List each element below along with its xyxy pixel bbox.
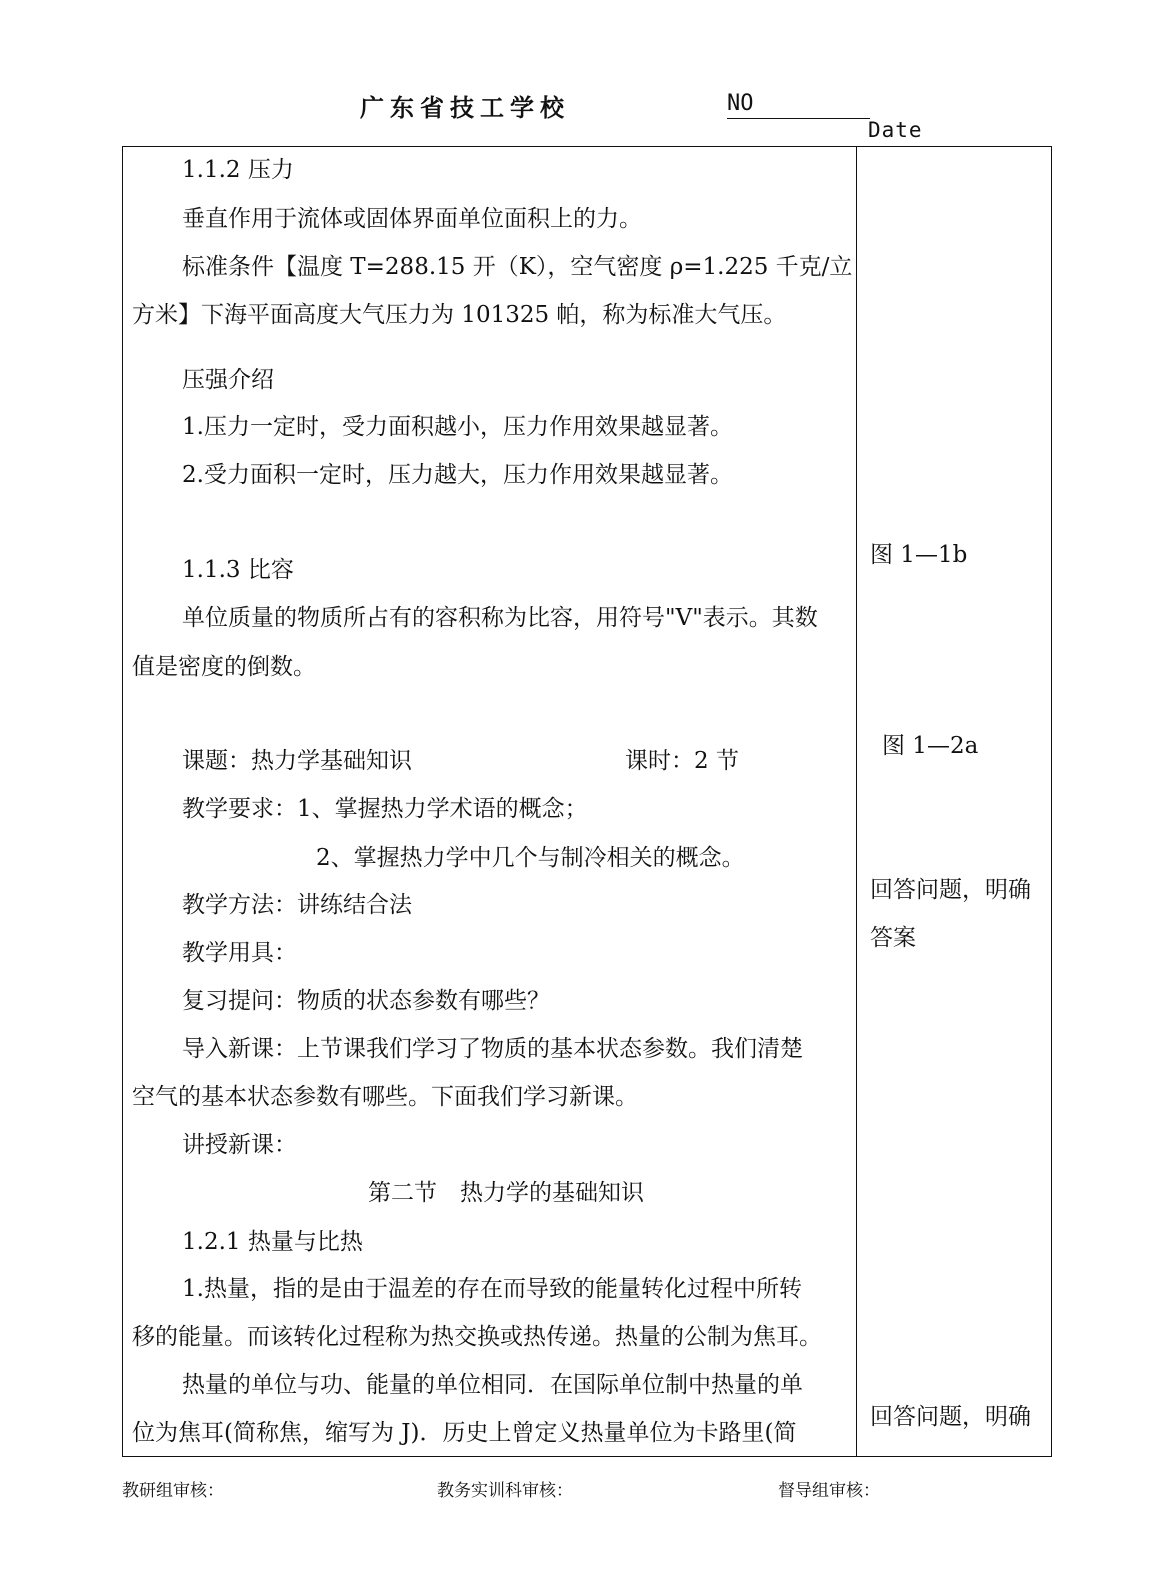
text-line: 2.受力面积一定时，压力越大，压力作用效果越显著。 bbox=[182, 462, 733, 488]
figure-ref-2a: 图 1—2a bbox=[882, 733, 979, 759]
section-heading-specific-volume: 1.1.3 比容 bbox=[182, 557, 294, 583]
text-line: 垂直作用于流体或固体界面单位面积上的力。 bbox=[182, 206, 642, 232]
section-title: 第二节 热力学的基础知识 bbox=[368, 1180, 644, 1206]
text-line: 方米】下海平面高度大气压力为 101325 帕，称为标准大气压。 bbox=[132, 302, 787, 328]
text-line: 1.压力一定时，受力面积越小，压力作用效果越显著。 bbox=[182, 414, 733, 440]
column-divider bbox=[856, 146, 857, 1457]
side-note: 回答问题，明确 bbox=[870, 877, 1031, 903]
lesson-hours: 课时：2 节 bbox=[625, 748, 739, 774]
text-line: 讲授新课： bbox=[182, 1132, 297, 1158]
text-line: 标准条件【温度 T=288.15 开（K），空气密度 ρ=1.225 千克/立 bbox=[182, 254, 853, 280]
text-line: 值是密度的倒数。 bbox=[132, 654, 316, 680]
text-line: 位为焦耳(简称焦，缩写为 J)．历史上曾定义热量单位为卡路里(简 bbox=[132, 1420, 797, 1446]
teaching-requirement-2: 2、掌握热力学中几个与制冷相关的概念。 bbox=[316, 845, 745, 871]
date-label: Date bbox=[868, 118, 923, 142]
footer-academic-review: 教务实训科审核： bbox=[437, 1481, 573, 1501]
section-heading-pressure: 1.1.2 压力 bbox=[182, 157, 294, 183]
text-line: 1.热量，指的是由于温差的存在而导致的能量转化过程中所转 bbox=[182, 1276, 802, 1302]
text-line: 空气的基本状态参数有哪些。下面我们学习新课。 bbox=[132, 1084, 638, 1110]
lesson-topic: 课题：热力学基础知识 bbox=[182, 748, 412, 774]
side-note: 答案 bbox=[870, 925, 916, 951]
teaching-requirement: 教学要求：1、掌握热力学术语的概念； bbox=[182, 796, 588, 822]
subheading-pressure-intro: 压强介绍 bbox=[182, 367, 274, 393]
teaching-tools: 教学用具： bbox=[182, 940, 297, 966]
text-line: 导入新课：上节课我们学习了物质的基本状态参数。我们清楚 bbox=[182, 1036, 803, 1062]
teaching-method: 教学方法：讲练结合法 bbox=[182, 892, 412, 918]
text-line: 移的能量。而该转化过程称为热交换或热传递。热量的公制为焦耳。 bbox=[132, 1324, 822, 1350]
section-heading-heat: 1.2.1 热量与比热 bbox=[182, 1229, 363, 1255]
footer-research-review: 教研组审核： bbox=[122, 1481, 224, 1501]
footer-supervision-review: 督导组审核： bbox=[778, 1481, 880, 1501]
side-note: 回答问题，明确 bbox=[870, 1404, 1031, 1430]
number-field: NO bbox=[727, 90, 870, 119]
text-line: 单位质量的物质所占有的容积称为比容，用符号"V"表示。其数 bbox=[182, 605, 818, 631]
school-title: 广东省技工学校 bbox=[360, 93, 570, 122]
figure-ref-1b: 图 1—1b bbox=[870, 542, 968, 568]
review-question: 复习提问：物质的状态参数有哪些？ bbox=[182, 988, 550, 1014]
text-line: 热量的单位与功、能量的单位相同．在国际单位制中热量的单 bbox=[182, 1372, 803, 1398]
